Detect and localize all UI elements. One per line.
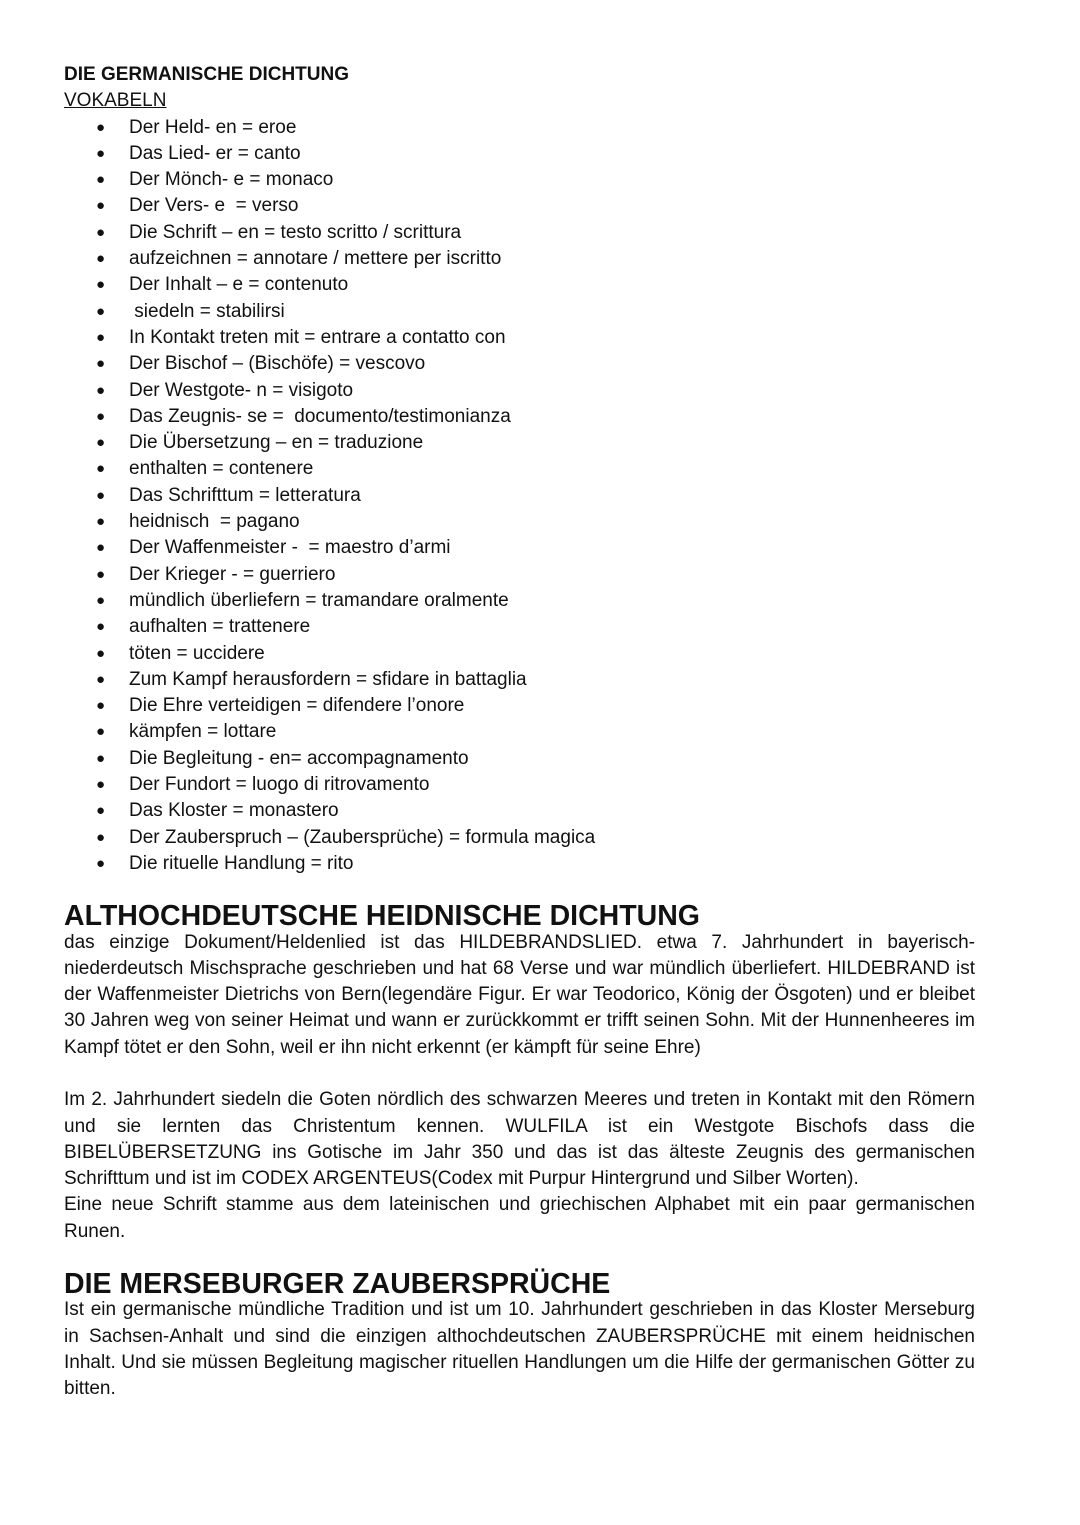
vocab-item — [64, 220, 975, 246]
bullet-icon: ● — [96, 302, 106, 320]
vocab-text: Das Zeugnis- se = documento/testimonianza — [129, 405, 511, 427]
vocab-item — [64, 167, 975, 193]
vocab-text: heidnisch = pagano — [129, 511, 300, 533]
bullet-icon: ● — [96, 197, 106, 215]
vocab-text: Die rituelle Handlung = rito — [129, 852, 354, 874]
vocab-item — [64, 351, 975, 377]
vocab-item — [64, 719, 975, 745]
paragraph: Eine neue Schrift stamme aus dem lateinischen und griechischen Alphabet mit ein paar germanischen Runen. — [64, 1194, 975, 1242]
vocab-text: Die Begleitung - en= accompagnamento — [129, 747, 469, 769]
vocab-text: töten = uccidere — [129, 642, 265, 664]
vocab-item — [64, 746, 975, 772]
vocab-item — [64, 115, 975, 141]
vocab-text: siedeln = stabilirsi — [129, 300, 285, 322]
vocab-item — [64, 483, 975, 509]
vocab-text: enthalten = contenere — [129, 458, 314, 480]
bullet-icon: ● — [96, 670, 106, 688]
bullet-icon: ● — [96, 618, 106, 636]
vocab-item — [64, 193, 975, 219]
bullet-icon: ● — [96, 723, 106, 741]
bullet-icon: ● — [96, 486, 106, 504]
bullet-icon: ● — [96, 802, 106, 820]
vocab-item — [64, 272, 975, 298]
paragraph: das einzige Dokument/Heldenlied ist das HILDEBRANDSLIED. etwa 7. Jahrhundert in bayerisch-niederdeutsch Mischsprache geschrieben und hat 68 Verse und war mündlich überliefert. HILDEBRAND ist der Waffenmeister Dietrichs von Bern(legendäre Figur. Er war Teodorico, König der Ösgoten) und er bleibet 30 Jahren weg von seiner Heimat und wann er zurückkommt er trifft seinen Sohn. Mit der Hunnenheeres im Kampf tötet er den Sohn, weil er ihn nicht erkennt (er kämpft für seine Ehre) — [64, 931, 975, 1058]
vocab-text: kämpfen = lottare — [129, 721, 277, 743]
vocab-item — [64, 430, 975, 456]
vocab-text: Der Krieger - = guerriero — [129, 563, 336, 585]
vocab-text: mündlich überliefern = tramandare oralmente — [129, 589, 509, 611]
section-title: ALTHOCHDEUTSCHE HEIDNISCHE DICHTUNG — [64, 900, 700, 933]
vocab-text: aufhalten = trattenere — [129, 616, 311, 638]
bullet-icon: ● — [96, 697, 106, 715]
section-althochdeutsch — [64, 900, 975, 1245]
vocab-item — [64, 246, 975, 272]
vocab-item — [64, 667, 975, 693]
bullet-icon: ● — [96, 644, 106, 662]
bullet-icon: ● — [96, 171, 106, 189]
vocab-text: Die Ehre verteidigen = difendere l’onore — [129, 695, 465, 717]
bullet-icon: ● — [96, 250, 106, 268]
bullet-icon: ● — [96, 460, 106, 478]
vocab-list — [64, 115, 975, 878]
bullet-icon: ● — [96, 591, 106, 609]
bullet-icon: ● — [96, 407, 106, 425]
bullet-icon: ● — [96, 749, 106, 767]
vocab-text: Das Lied- er = canto — [129, 142, 301, 164]
section-title: DIE MERSEBURGER ZAUBERSPRÜCHE — [64, 1268, 611, 1301]
bullet-icon: ● — [96, 223, 106, 241]
bullet-icon: ● — [96, 854, 106, 872]
bullet-icon: ● — [96, 355, 106, 373]
bullet-icon: ● — [96, 776, 106, 794]
vocab-item — [64, 535, 975, 561]
vocab-text: Das Kloster = monastero — [129, 800, 339, 822]
vocab-item — [64, 772, 975, 798]
vocab-text: Die Übersetzung – en = traduzione — [129, 432, 424, 454]
vocab-item — [64, 299, 975, 325]
bullet-icon: ● — [96, 434, 106, 452]
vocab-item — [64, 404, 975, 430]
vocab-item — [64, 456, 975, 482]
bullet-icon: ● — [96, 276, 106, 294]
vocab-text: Der Inhalt – e = contenuto — [129, 274, 349, 296]
bullet-icon: ● — [96, 513, 106, 531]
vocab-text: Der Vers- e = verso — [129, 195, 299, 217]
vocab-item — [64, 509, 975, 535]
vocab-text: Der Westgote- n = visigoto — [129, 379, 354, 401]
bullet-icon: ● — [96, 328, 106, 346]
vocab-text: Der Mönch- e = monaco — [129, 169, 334, 191]
vocab-text: Der Held- en = eroe — [129, 116, 297, 138]
vocab-item — [64, 378, 975, 404]
document-title: DIE GERMANISCHE DICHTUNG — [64, 64, 350, 85]
vocab-text: Zum Kampf herausfordern = sfidare in battaglia — [129, 668, 527, 690]
vocab-item — [64, 562, 975, 588]
vocab-text: aufzeichnen = annotare / mettere per iscritto — [129, 248, 502, 270]
bullet-icon: ● — [96, 539, 106, 557]
bullet-icon: ● — [96, 144, 106, 162]
paragraph-spacer — [64, 1061, 975, 1087]
vocab-text: Der Bischof – (Bischöfe) = vescovo — [129, 353, 426, 375]
vocab-text: Die Schrift – en = testo scritto / scrittura — [129, 221, 462, 243]
bullet-icon: ● — [96, 828, 106, 846]
paragraph: Ist ein germanische mündliche Tradition und ist um 10. Jahrhundert geschrieben in das Kloster Merseburg in Sachsen-Anhalt und sind die einzigen althochdeutschen ZAUBERSPRÜCHE mit einem heidnischen Inhalt. Und sie müssen Begleitung magischer rituellen Handlungen um die Hilfe der germanischen Götter zu bitten. — [64, 1299, 975, 1400]
vocab-heading: VOKABELN — [64, 90, 167, 112]
vocab-text: In Kontakt treten mit = entrare a contatto con — [129, 326, 506, 348]
vocab-item — [64, 141, 975, 167]
vocab-item — [64, 641, 975, 667]
vocab-text: Der Waffenmeister - = maestro d’armi — [129, 537, 451, 559]
vocab-text: Der Fundort = luogo di ritrovamento — [129, 774, 430, 796]
vocab-text: Der Zauberspruch – (Zaubersprüche) = formula magica — [129, 826, 596, 848]
paragraph: Im 2. Jahrhundert siedeln die Goten nördlich des schwarzen Meeres und treten in Kontakt mit den Römern und sie lernten das Christentum kennen. WULFILA ist ein Westgote Bischofs dass die BIBELÜBERSETZUNG ins Gotische im Jahr 350 und das ist das älteste Zeugnis des germanischen Schrifttum und ist im CODEX ARGENTEUS(Codex mit Purpur Hintergrund und Silber Worten). — [64, 1089, 975, 1190]
vocab-item — [64, 325, 975, 351]
vocab-item — [64, 825, 975, 851]
section-merseburger — [64, 1268, 975, 1402]
vocab-item — [64, 693, 975, 719]
vocab-item — [64, 851, 975, 877]
vocab-text: Das Schrifttum = letteratura — [129, 484, 361, 506]
vocab-item — [64, 588, 975, 614]
bullet-icon: ● — [96, 118, 106, 136]
bullet-icon: ● — [96, 381, 106, 399]
vocab-item — [64, 798, 975, 824]
vocab-item — [64, 614, 975, 640]
bullet-icon: ● — [96, 565, 106, 583]
